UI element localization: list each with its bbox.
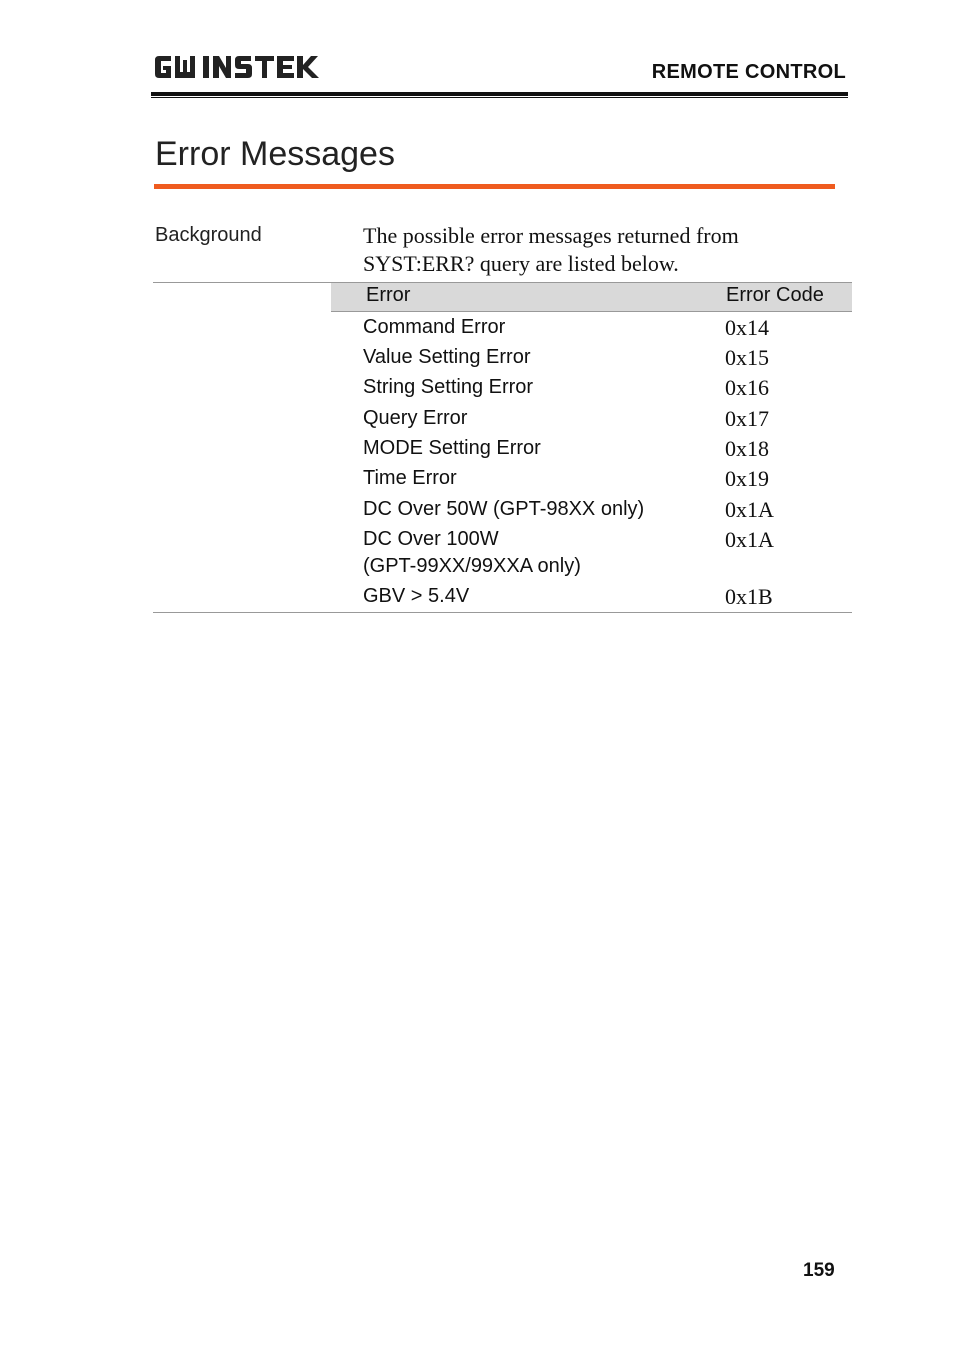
table-row [0,526,954,582]
table-row [0,465,954,495]
error-name: Query Error [363,407,468,429]
table-row [0,583,954,613]
error-name: MODE Setting Error [363,437,541,459]
error-code: 0x14 [725,315,769,340]
error-name: String Setting Error [363,376,534,398]
background-line: SYST:ERR? query are listed below. [363,251,679,276]
error-code: 0x18 [725,436,769,461]
error-name: Time Error [363,467,457,489]
header-rule [151,92,848,96]
error-name: DC Over 50W (GPT-98XX only) [363,498,645,520]
page-number: 159 [803,1260,835,1281]
column-header-error-code: Error Code [726,284,824,306]
table-row [0,314,954,344]
table-row [0,374,954,404]
background-line: The possible error messages returned from [363,223,739,248]
title-underline [154,184,835,189]
error-code: 0x1A [725,497,774,522]
error-code: 0x15 [725,345,769,370]
background-label: Background [155,224,262,246]
error-code: 0x1B [725,584,773,609]
error-code: 0x16 [725,375,769,400]
error-name: Command Error [363,316,506,338]
table-row [0,344,954,374]
error-code: 0x17 [725,406,769,431]
error-name: DC Over 100W [363,528,499,550]
column-header-error: Error [366,284,411,306]
table-left-rule [153,282,331,283]
error-name: Value Setting Error [363,346,531,368]
table-row [0,435,954,465]
error-name: GBV > 5.4V [363,585,470,607]
page-title: Error Messages [155,135,395,173]
error-table-header [331,282,852,312]
table-row [0,496,954,526]
section-label: REMOTE CONTROL [651,61,846,83]
header-rule-thin [151,97,848,98]
background-description [363,222,833,278]
error-code: 0x1A [725,527,774,552]
gw-instek-logo [153,52,323,84]
error-name-continuation: (GPT-99XX/99XXA only) [363,555,581,577]
table-row [0,405,954,435]
table-bottom-rule [153,612,852,613]
error-code: 0x19 [725,466,769,491]
